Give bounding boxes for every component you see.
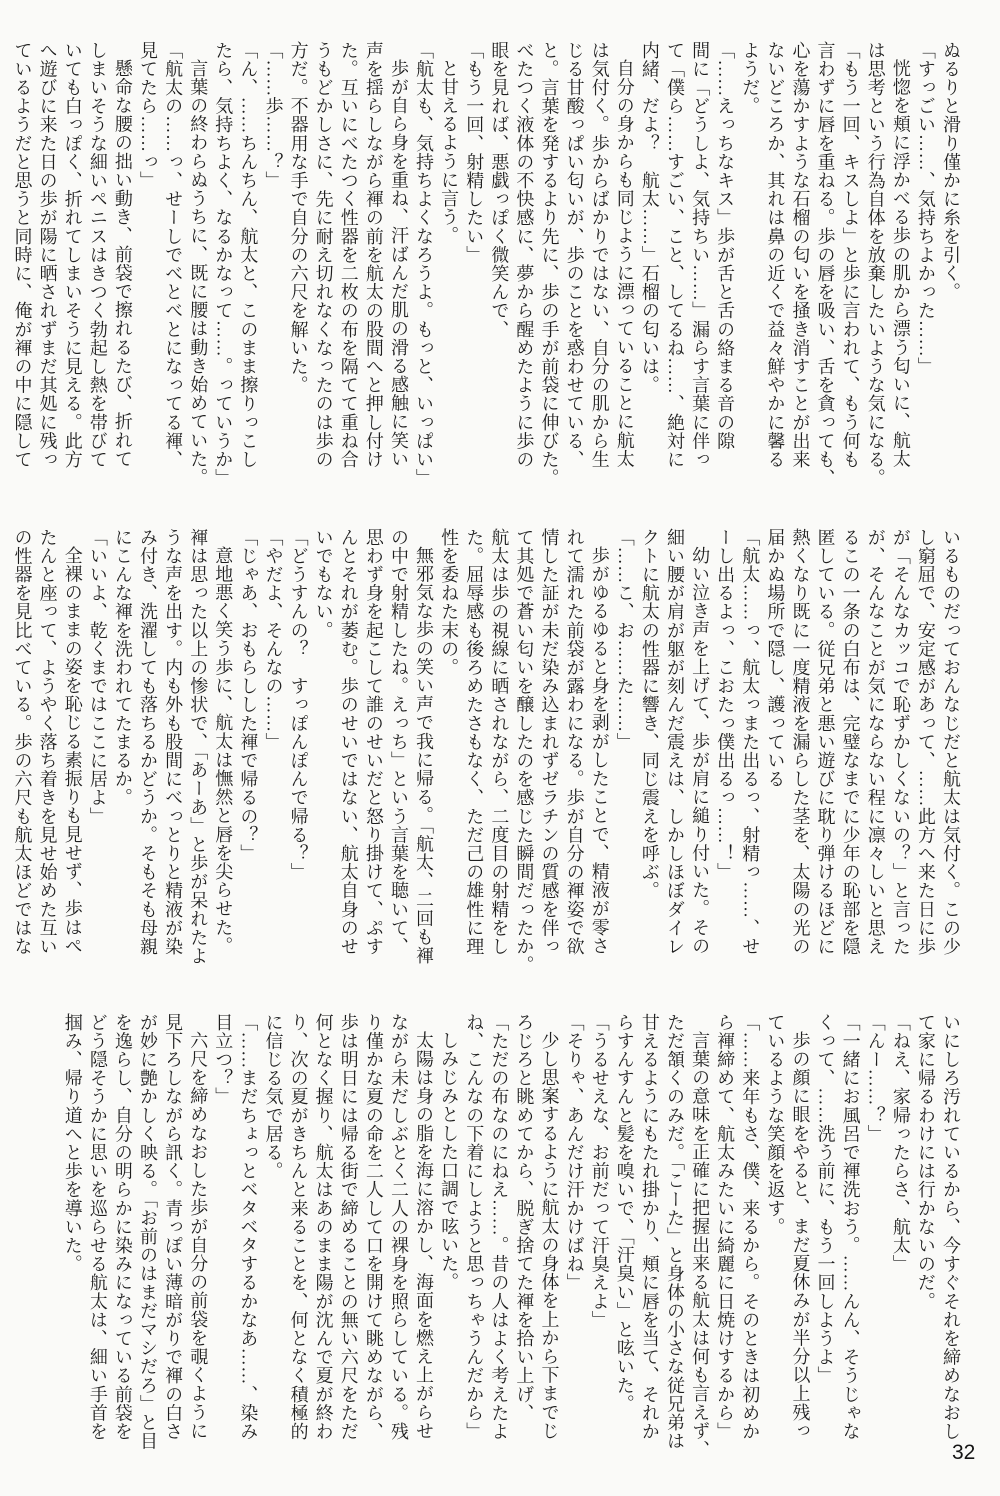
text-line: いでもない。: [313, 528, 334, 640]
page-number: 32: [952, 1441, 976, 1464]
text-line: 心を蕩かすような石榴の匂いを掻き消すことが出来: [790, 41, 811, 469]
text-line: ね、こんなの下着にしようと思っちゃうんだから」: [464, 1013, 485, 1441]
text-line: 「いいよ、乾くまではここに居よ」: [87, 528, 108, 826]
text-line: 太陽は身の脂を海に溶かし、海面を燃え上がらせ: [414, 1031, 435, 1441]
text-line: 匿している。従兄弟と悪い遊びに耽り弾けるほどに: [815, 528, 836, 956]
text-line: 「ん、……ちんちん、航太と、このまま擦りっこし: [238, 41, 259, 469]
text-line: 方だ。不器用な手で自分の六尺を解いた。: [288, 41, 309, 395]
text-line: が妙に艶かしく映る。「お前のはまだマシだろ」と目: [138, 1013, 158, 1451]
text-line: 言わずに唇を重ねる。歩の唇を吸い、舌を貪っても、: [815, 41, 836, 488]
text-line: 「……えっちなキス」歩が舌と舌の絡まる音の隙: [715, 41, 736, 451]
text-line: ないどころか、其れは鼻の近くで益々鮮やかに馨る: [765, 41, 786, 469]
text-line: を逸らし、自分の明らかに染みになっている前袋を: [112, 1013, 133, 1441]
text-line: たんと座って、ようやく落ち着きを見せ始めた互い: [37, 528, 58, 956]
text-line: れて濡れた前袋が露わになる。歩が自分の褌姿で欲: [564, 528, 585, 956]
text-line: ろじろと眺めてから、脱ぎ捨てた褌を拾い上げ、: [514, 1013, 535, 1423]
text-line: 恍惚を頬に浮かべる歩の肌から漂う匂いに、航太: [890, 59, 911, 469]
text-block-middle: [7, 528, 963, 975]
text-line: 目立つ？」: [213, 1013, 234, 1106]
text-line: 「……歩……？」: [263, 41, 284, 190]
text-line: どう隠そうかに思いを巡らせる航太は、細い手首を: [87, 1013, 108, 1441]
text-line: 歩が自ら身を重ね、汗ばんだ肌の滑る感触に笑い: [388, 59, 409, 469]
text-line: じる甘酸っぱい匂いが、歩のことを惑わせている、: [564, 41, 585, 469]
text-line: 細い腰が肩が躯が刻んだ震えは、しかしほぼダイレ: [664, 528, 685, 956]
text-line: 「そりゃ、あんだけ汗かけばね」: [564, 1013, 585, 1292]
text-line: て家に帰るわけには行かないのだ。: [915, 1013, 936, 1311]
text-line: 航太は歩の視線に晒されながら、二度目の射精をし: [489, 528, 510, 956]
text-line: の中で射精したね。えっち」という言葉を聴いて、: [388, 528, 409, 956]
text-line: 「どうすんの？ すっぽんぽんで帰る？」: [288, 528, 309, 882]
text-line: 「すっごい……、気持ちよかった……」: [915, 41, 936, 376]
text-line: し窮屈で、安定感があって、……此方へ来た日に歩: [915, 528, 936, 956]
text-line: た。互いにべたつく性器を二枚の布を隔てて重ね合: [338, 41, 359, 469]
text-line: は思考という行為自体を放棄したいような気になる。: [865, 41, 886, 488]
text-line: 「……来年もさ、僕、来るから。そのときは初めか: [740, 1013, 761, 1441]
text-line: 情した証が未だ染み込まれずゼラチンの質感を伴っ: [539, 528, 560, 956]
text-line: ぬるりと滑り僅かに糸を引く。: [941, 41, 961, 302]
text-line: 言葉の意味を正確に把握出来る航太は何も言えず、: [690, 1031, 711, 1459]
text-line: 褌は思った以上の惨状で、「あーあ」と歩が呆れたよ: [188, 528, 209, 966]
text-block-bottom: [57, 1013, 963, 1460]
text-line: 「航太も、気持ちよくなろうよ。もっと、いっぱい」: [414, 41, 435, 488]
text-line: 「ねえ、家帰ったらさ、航太」: [890, 1013, 911, 1274]
text-line: 掴み、帰り道へと歩を導いた。: [62, 1013, 83, 1274]
text-line: ら褌締めて、航太みたいに綺麗に日焼けするから」: [715, 1013, 736, 1441]
text-line: た。屈辱感も後ろめたさもなく、ただ己の雄性に理: [464, 528, 485, 956]
text-line: 「一緒にお風呂で褌洗おう。……んん、そうじゃな: [840, 1013, 861, 1441]
text-line: 「……まだちょっとベタベタするかなあ……、染み: [238, 1013, 259, 1441]
text-line: うな声を出す。内も外も股間にべっとりと精液が染: [163, 528, 184, 956]
text-line: らすんすんと髪を嗅いで、「汗臭い」と呟いた。: [614, 1013, 635, 1414]
text-line: 歩は明日には帰る街で締めることの無い六尺をただ: [338, 1013, 359, 1441]
text-line: 全裸のままの姿を恥じる素振りも見せず、歩はぺ: [62, 546, 83, 956]
text-line: たら、気持ちよく、なるかなって……。っていうか」: [213, 41, 234, 488]
text-line: ているようだと思うと同時に、俺が褌の中に隠して: [12, 41, 33, 469]
text-line: 内緒、だよ？ 航太……」石榴の匂いは。: [639, 41, 660, 395]
text-line: いても白っぽく、折れてしまいそうに見える。此方: [62, 41, 83, 469]
text-line: 「やだよ、そんなの……」: [263, 528, 284, 752]
text-line: り僅かな夏の命を二人して口を開けて眺めながら、: [363, 1013, 384, 1441]
text-line: み付き、洗濯しても落ちるかどうか。そもそも母親: [138, 528, 158, 956]
text-line: て「僕ら……すごい、こと、してるね……、絶対に: [664, 41, 685, 469]
text-line: 「……こ、お……た……」: [614, 528, 635, 752]
text-line: いるものだっておんなじだと航太は気付く。この少: [941, 528, 961, 956]
text-line: 「ただの布なのにねえ……。昔の人はよく考えたよ: [489, 1013, 510, 1441]
text-line: クトに航太の性器に響き、同じ震えを呼ぶ。: [639, 528, 660, 900]
text-line: 「もう一回、キスしよ」と歩に言われて、もう何も: [840, 41, 861, 469]
text-line: にこんな褌を洗われてたまるか。: [112, 528, 133, 807]
text-line: 声を揺らしながら褌の前を航太の股間へと押し付け: [363, 41, 384, 469]
text-line: んとそれが萎む。歩のせいではない、航太自身のせ: [338, 528, 359, 956]
text-line: 少し思案するように航太の身体を上から下までじ: [539, 1031, 560, 1441]
text-line: 歩がゆるゆると身を剥がしたことで、精液が零さ: [589, 546, 610, 956]
text-line: うもどかしさに、先に耐え切れなくなったのは歩の: [313, 41, 334, 469]
text-line: 意地悪く笑う歩に、航太は憮然と唇を尖らせた。: [213, 546, 234, 956]
text-line: べたつく液体の不快感に、夢から醒めたように歩の: [514, 41, 535, 469]
text-line: が「そんなカッコで恥ずかしくないの？」と言った: [890, 528, 911, 956]
text-line: 言葉の終わらぬうちに、既に腰は動き始めていた。: [188, 59, 209, 487]
text-line: 何となく握り、航太はあのまま陽が沈んで夏が終わ: [313, 1013, 334, 1441]
text-line: て其処で蒼い匂いを醸したのを感じた瞬間だったか。: [514, 528, 535, 975]
text-line: くって、……洗う前に、もう一回しようよ」: [815, 1013, 836, 1385]
text-line: 「もう一回、射精したい」: [464, 41, 485, 265]
text-line: の性器を見比べている。歩の六尺も航太ほどではな: [12, 528, 33, 956]
text-line: 幼い泣き声を上げて、歩が肩に縋り付いた。その: [690, 546, 711, 956]
text-line: 「じゃあ、おもらしした褌で帰るの？」: [238, 528, 259, 863]
text-line: いにしろ汚れているから、今すぐそれを締めなおし: [941, 1013, 961, 1441]
text-line: ただ頷くのみだ。「こーた」と身体の小さな従兄弟は: [664, 1013, 685, 1451]
text-line: 甘えるようにもたれ掛かり、頬に唇を当て、それか: [639, 1013, 660, 1441]
text-line: が、そんなことが気にならない程に凛々しいと思え: [865, 528, 886, 956]
text-line: 歩の顔に眼をやると、まだ夏休みが半分以上残っ: [790, 1031, 811, 1441]
text-line: ーし出るよっ、こおたっ僕出るっ……！」: [715, 528, 736, 882]
text-line: しみじみとした口調で呟いた。: [439, 1031, 460, 1292]
text-line: と甘えるように言う。: [439, 59, 460, 245]
text-line: 六尺を締めなおした歩が自分の前袋を覗くように: [188, 1031, 209, 1441]
text-line: るこの一条の白布は、完璧なまでに少年の恥部を隠: [840, 528, 861, 956]
text-line: 熱くなり既に一度精液を漏らした茎を、太陽の光の: [790, 528, 811, 956]
text-line: に信じる気で居る。: [263, 1013, 284, 1181]
text-line: 「うるせえな、お前だって汗臭えよ」: [589, 1013, 610, 1330]
text-line: ているような笑顔を返す。: [765, 1013, 786, 1237]
text-line: 自分の身からも同じように漂っていることに航太: [614, 59, 635, 469]
text-line: 眼を見れば、悪戯っぽく微笑んで、: [489, 41, 510, 339]
text-line: 届かぬ場所で隠し、護っている: [765, 528, 786, 789]
text-line: へ遊びに来た日の歩が陽に晒されずまだ其処に残っ: [37, 41, 58, 469]
text-block-top: [7, 41, 963, 488]
text-line: 無邪気な歩の笑い声で我に帰る。「航太、二回も褌: [414, 546, 435, 965]
text-line: 見てたら……っ」: [138, 41, 158, 190]
text-line: は気付く。歩からばかりではない、自分の肌から生: [589, 41, 610, 469]
text-line: 間に「どうしよ、気持ちい……」漏らす言葉に伴っ: [690, 41, 711, 469]
text-line: しまいそうな細いペニスはきつく勃起し熱を帯びて: [87, 41, 108, 469]
text-line: 「んー……？」: [865, 1013, 886, 1144]
text-line: 思わず身を起こして誰のせいだと怒り掛けて、ぷす: [363, 528, 384, 956]
text-line: 見下ろしながら訊く。青っぽい薄暗がりで褌の白さ: [163, 1013, 184, 1441]
text-line: ながら未だしぶとく二人の裸身を照らしている。残: [388, 1013, 409, 1441]
text-line: 懸命な腰の拙い動き、前袋で擦れるたび、折れて: [112, 59, 133, 469]
text-line: 「航太の……っ、せーしでべとべとになってる褌、: [163, 41, 184, 469]
text-line: と。言葉を発するより先に、歩の手が前袋に伸びた。: [539, 41, 560, 488]
text-line: り、次の夏がきちんと来ることを、何となく積極的: [288, 1013, 309, 1441]
text-line: ようだ。: [740, 41, 761, 116]
text-line: 性を委ねた末の。: [439, 528, 460, 677]
text-line: 「航太……っ、航太っまた出るっ、射精っ……、せ: [740, 528, 761, 956]
